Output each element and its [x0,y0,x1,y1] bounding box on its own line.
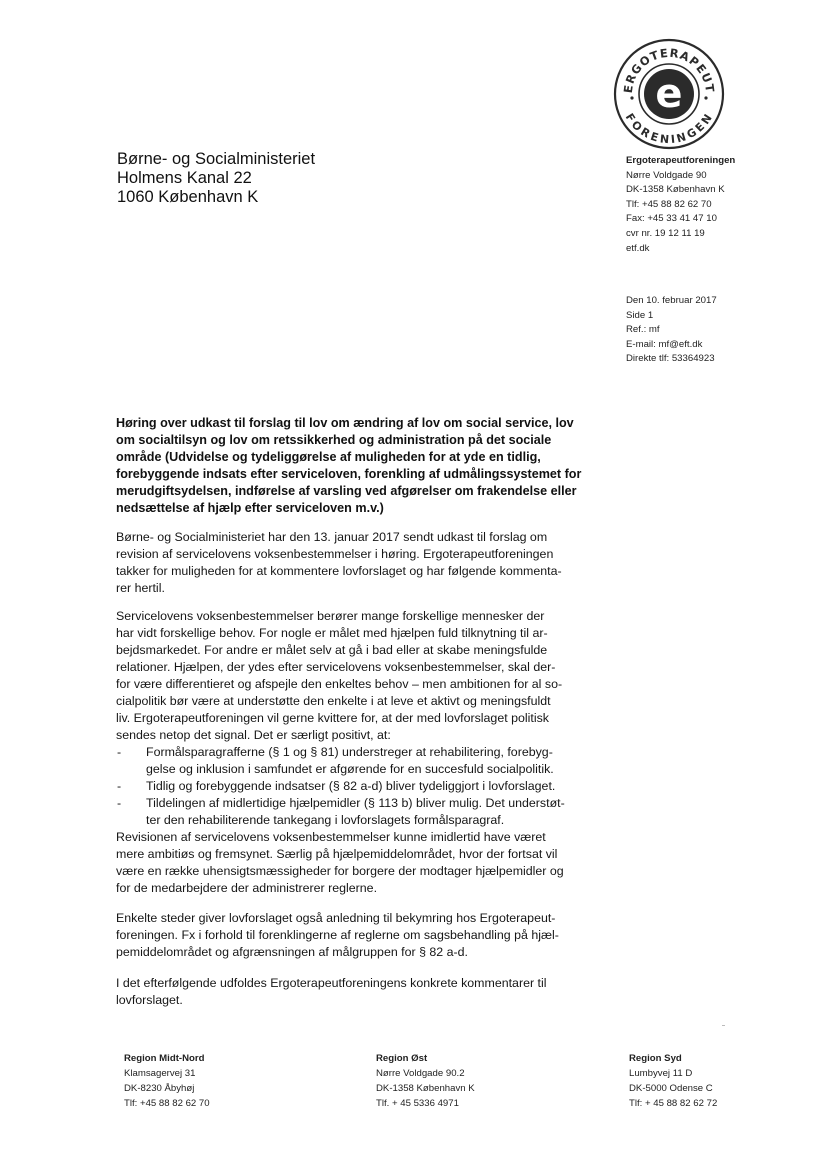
region-name: Region Midt-Nord [124,1053,205,1064]
region-street: Lumbyvej 11 D [629,1068,693,1079]
paragraph-line: cialpolitik bør være at understøtte den enkelte i at leve et aktivt og meningsfuldt [116,694,551,708]
paragraph-line: har vidt forskellige behov. For nogle er målet med hjælpen fuld tilknytning til ar- [116,626,548,640]
sender-org: Ergoterapeutforeningen [626,155,736,166]
paragraph-line: I det efterfølgende udfoldes Ergoterapeutforeningens konkrete kommentarer til [116,976,547,990]
bullet-line: Tildelingen af midlertidige hjælpemidler (§ 113 b) bliver mulig. Det understøt- [146,796,565,810]
region-phone: Tlf: + 45 88 82 62 72 [629,1098,718,1109]
paragraph-line: revision af servicelovens voksenbestemmelser i høring. Ergoterapeutforeningen [116,547,554,561]
recipient-city: 1060 København K [117,188,259,206]
paragraph-line: bejdsmarkedet. For andre er målet selv at gå i bad eller at skabe meningsfulde [116,643,548,657]
subject-line: nedsættelse af hjælp efter serviceloven m.v.) [116,501,384,515]
sender-fax: Fax: +45 33 41 47 10 [626,213,717,225]
sender-cvr: cvr nr. 19 12 11 19 [626,227,705,239]
sender-city: DK-1358 København K [626,184,725,196]
paragraph-line: pemiddelområdet og afgrænsningen af målgruppen for § 82 a-d. [116,945,468,959]
region-phone: Tlf. + 45 5336 4971 [376,1098,459,1109]
region-city: DK-1358 København K [376,1083,475,1094]
sender-phone: Tlf: +45 88 82 62 70 [626,198,712,210]
paragraph-line: lovforslaget. [116,993,183,1007]
page-number: Side 1 [626,309,654,321]
paragraph-line: Revisionen af servicelovens voksenbestemmelser kunne imidlertid have været [116,830,546,844]
paragraph-line: foreningen. Fx i forhold til forenklingerne af reglerne om sagsbehandling på hjæl- [116,928,559,942]
paragraph-line: for de medarbejdere der administrerer reglerne. [116,881,378,895]
bullet-line: gelse og inklusion i samfundet er afgørende for en succesfuld socialpolitik. [146,762,554,776]
logo-letter: e [655,71,683,117]
bullet-line: Tidlig og forebyggende indsatser (§ 82 a-d) bliver tydeliggjort i lovforslaget. [146,779,556,793]
paragraph-line: rer hertil. [116,581,165,595]
region-street: Klamsagervej 31 [124,1068,196,1079]
paragraph-positives [116,608,632,829]
region-phone: Tlf: +45 88 82 62 70 [124,1098,210,1109]
recipient-name: Børne- og Socialministeriet [117,150,316,168]
footer-region-syd [629,1051,717,1111]
ergoterapeutforeningen-logo [613,38,725,150]
letter-date: Den 10. februar 2017 [626,295,717,306]
paragraph-line: relationer. Hjælpen, der ydes efter servicelovens voksenbestemmelser, skal der- [116,660,556,674]
bullet-dash: - [117,796,122,810]
recipient-address [117,150,315,207]
sender-web: etf.dk [626,242,650,254]
paragraph-concerns [116,910,632,961]
bullet-line: Formålsparagrafferne (§ 1 og § 81) understreger at rehabilitering, forebyg- [146,745,553,759]
margin-mark [722,1025,725,1026]
subject-line: Høring over udkast til forslag til lov om ændring af lov om social service, lov [116,416,574,430]
logo-ring-top-text: ERGOTERAPEUT [620,45,718,94]
paragraph-line: sendes netop det signal. Det er særligt positivt, at: [116,728,391,742]
region-name: Region Syd [629,1053,682,1064]
paragraph-line: liv. Ergoterapeutforeningen vil gerne kvittere for, at der med lovforslaget politisk [116,711,549,725]
paragraph-line: være en række uhensigtsmæssigheder for borgere der modtager hjælpemidler og [116,864,564,878]
region-street: Nørre Voldgade 90.2 [376,1068,465,1079]
paragraph-line: for være differentieret og afspejle den enkeltes behov – men ambitionen for al so- [116,677,563,691]
subject-line: merudgiftsydelsen, indførelse af varsling ved afgørelser om frakendelse eller [116,484,577,498]
paragraph-revision [116,829,632,897]
subject-line: område (Udvidelse og tydeliggørelse af muligheden for at yde en tidlig, [116,450,541,464]
contact-email: E-mail: mf@eft.dk [626,338,703,350]
logo-ring-bottom-text: FORENINGEN [622,111,716,147]
letter-subject [116,415,636,517]
paragraph-intro [116,529,632,597]
bullet-dash: - [117,779,122,793]
paragraph-line: Enkelte steder giver lovforslaget også anledning til bekymring hos Ergoterapeut- [116,911,556,925]
paragraph-line: Børne- og Socialministeriet har den 13. januar 2017 sendt udkast til forslag om [116,530,548,544]
sender-address [626,154,735,256]
paragraph-line: Servicelovens voksenbestemmelser berører mange forskellige mennesker der [116,609,545,623]
bullet-item [116,795,632,829]
region-city: DK-8230 Åbyhøj [124,1083,195,1094]
sender-street: Nørre Voldgade 90 [626,169,707,181]
footer-region-oest [376,1051,475,1111]
paragraph-closing [116,975,632,1009]
subject-line: forebyggende indsats efter serviceloven, forenkling af udmålingssystemet for [116,467,582,481]
bullet-dash: - [117,745,122,759]
bullet-item [116,778,632,795]
paragraph-line: mere ambitiøs og fremsynet. Særlig på hjælpemiddelområdet, hvor der fortsat vil [116,847,558,861]
bullet-line: ter den rehabiliterende tankegang i lovforslagets formålsparagraf. [146,813,505,827]
reference: Ref.: mf [626,324,660,336]
direct-phone: Direkte tlf: 53364923 [626,353,715,365]
letter-meta [626,294,717,367]
region-name: Region Øst [376,1053,428,1064]
recipient-street: Holmens Kanal 22 [117,169,252,187]
footer-region-midt-nord [124,1051,210,1111]
bullet-item [116,744,632,778]
region-city: DK-5000 Odense C [629,1083,713,1094]
paragraph-line: takker for muligheden for at kommentere lovforslaget og har følgende kommenta- [116,564,562,578]
subject-line: om socialtilsyn og lov om retssikkerhed og administration på det sociale [116,433,552,447]
